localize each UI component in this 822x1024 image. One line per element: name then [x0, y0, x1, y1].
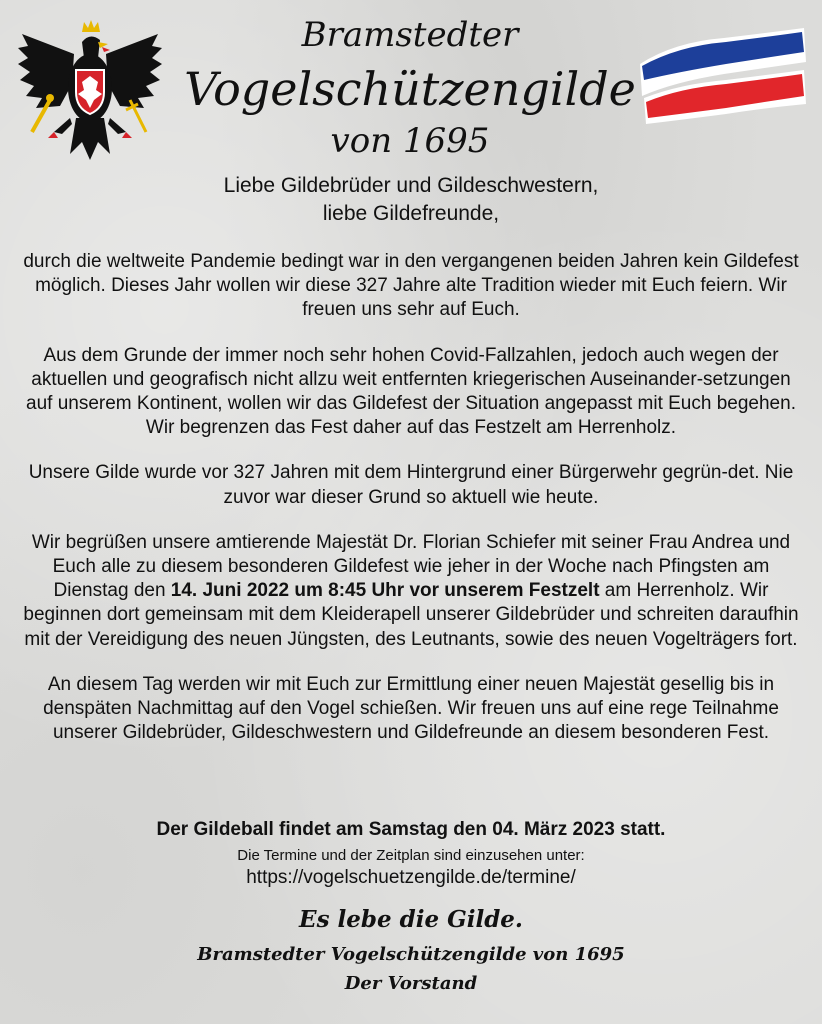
schleswig-holstein-flag-icon	[634, 24, 810, 128]
title-line-3: von 1695	[330, 121, 490, 161]
closing-signature: Der Vorstand	[344, 973, 478, 994]
paragraph-history: Unsere Gilde wurde vor 327 Jahren mit dem Hintergrund einer Bürgerwehr gegrün-det. Nie zuvor war dieser Grund so aktuell wie heute.	[28, 462, 794, 508]
paragraph-covid: Aus dem Grunde der immer noch sehr hohen Covid-Fallzahlen, jedoch auch wegen der aktuellen und geografisch nicht allzu weit entfernten kriegerischen Auseinander-setzungen auf unserem Kontinent, wollen wir das Gildefest der Situation angepasst mit Euch begehen. Wir begrenzen das Fest daher auf das Festzelt am Herrenholz.	[26, 344, 796, 439]
paragraph-pandemic: durch die weltweite Pandemie bedingt war in den vergangenen beiden Jahren kein Gildefest möglich. Dieses Jahr wollen wir diese 327 Jahre alte Tradition wieder mit Euch feiern. Wir freuen uns sehr auf Euch.	[23, 251, 799, 321]
welcome-text-start: Wir begrüßen unsere amtierende Majestät Dr. Florian Schiefer mit seiner Frau Andrea und Euch alle zu diesem besonderen Gildefest wie jeher in der Woche nach Pfingsten am Dienstag den	[31, 531, 791, 602]
paragraph-shooting: An diesem Tag werden wir mit Euch zur Ermittlung einer neuen Majestät gesellig bis in denspäten Nachmittag auf den Vogel schießen. Wir freuen uns auf eine rege Teilnahme unserer Gildebrüder, Gildeschwestern und Gildefreunde an diesem besonderen Fest.	[43, 673, 779, 744]
title-line-2: Vogelschützengilde	[184, 62, 636, 116]
header-title	[170, 10, 650, 164]
closing	[0, 900, 822, 998]
closing-guild-name: Bramstedter Vogelschützengilde von 1695	[197, 944, 625, 965]
closing-motto: Es lebe die Gilde.	[299, 906, 523, 933]
body-text	[22, 250, 800, 766]
greeting-line-2: liebe Gildefreunde,	[322, 202, 500, 225]
welcome-text-end: am Herrenholz. Wir beginnen dort gemeinsam mit dem Kleiderapell unserer Gildebrüder und schreiten daraufhin mit der Vereidigung des neuen Jüngsten, des Leutnants, sowie des neuen Vogelträgers fort.	[23, 580, 799, 650]
gildeball-notice: Der Gildeball findet am Samstag den 04. März 2023 statt.	[156, 819, 666, 840]
event-date-time: 14. Juni 2022 um 8:45 Uhr vor unserem Festzelt	[170, 580, 600, 602]
paragraph-welcome	[22, 531, 800, 652]
eagle-crest-icon	[14, 14, 166, 164]
greeting-line-1: Liebe Gildebrüder und Gildeschwestern,	[223, 174, 599, 197]
termine-note: Die Termine und der Zeitplan sind einzusehen unter:	[237, 847, 585, 864]
title-line-1: Bramstedter	[301, 15, 519, 55]
termine-link[interactable]: https://vogelschuetzengilde.de/termine/	[246, 867, 576, 888]
greeting	[0, 172, 822, 228]
